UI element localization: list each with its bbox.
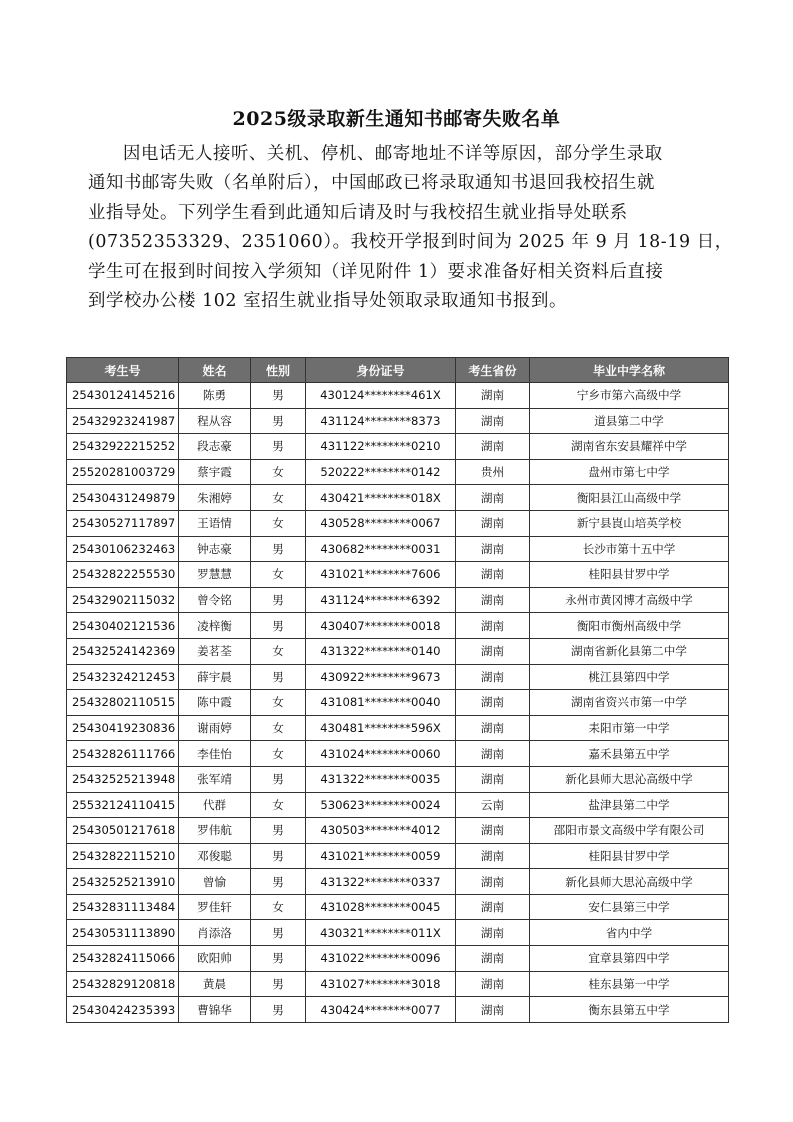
- id-number-cell: 430421********018X: [306, 485, 456, 511]
- notice-line: 到学校办公楼 102 室招生就业指导处领取录取通知书报到。: [88, 291, 568, 312]
- id-number-cell: 431021********0059: [306, 843, 456, 869]
- table-body: [67, 383, 729, 1023]
- province-cell: 湖南: [456, 818, 530, 844]
- name-cell: 罗慧慧: [179, 562, 251, 588]
- exam-number-cell: 25432923241987: [67, 408, 179, 434]
- gender-cell: 女: [251, 459, 306, 485]
- gender-cell: 男: [251, 971, 306, 997]
- table-row: [67, 843, 729, 869]
- id-number-cell: 431122********0210: [306, 434, 456, 460]
- name-cell: 谢雨婷: [179, 715, 251, 741]
- exam-number-cell: 25432829120818: [67, 971, 179, 997]
- name-cell: 陈勇: [179, 383, 251, 409]
- gender-cell: 男: [251, 818, 306, 844]
- school-cell: 衡东县第五中学: [530, 997, 729, 1023]
- exam-number-cell: 25520281003729: [67, 459, 179, 485]
- province-cell: 湖南: [456, 997, 530, 1023]
- exam-number-cell: 25430419230836: [67, 715, 179, 741]
- province-cell: 湖南: [456, 613, 530, 639]
- school-cell: 湖南省资兴市第一中学: [530, 690, 729, 716]
- id-number-cell: 430407********0018: [306, 613, 456, 639]
- school-cell: 湖南省东安县耀祥中学: [530, 434, 729, 460]
- id-number-cell: 431322********0035: [306, 766, 456, 792]
- table-row: [67, 792, 729, 818]
- school-cell: 邵阳市景文高级中学有限公司: [530, 818, 729, 844]
- student-roster-table: [66, 357, 729, 1023]
- name-cell: 薛宇晨: [179, 664, 251, 690]
- exam-number-cell: 25432831113484: [67, 894, 179, 920]
- province-cell: 湖南: [456, 408, 530, 434]
- gender-cell: 女: [251, 792, 306, 818]
- name-cell: 钟志豪: [179, 536, 251, 562]
- header-exam-number: 考生号: [67, 358, 179, 383]
- name-cell: 蔡宇霞: [179, 459, 251, 485]
- id-number-cell: 431124********8373: [306, 408, 456, 434]
- school-cell: 省内中学: [530, 920, 729, 946]
- table-row: [67, 664, 729, 690]
- id-number-cell: 430124********461X: [306, 383, 456, 409]
- gender-cell: 男: [251, 843, 306, 869]
- notice-line: (07352353329、2351060）。我校开学报到时间为 2025 年 9 月 18-19 日，: [88, 232, 733, 253]
- gender-cell: 女: [251, 485, 306, 511]
- name-cell: 曾愉: [179, 869, 251, 895]
- province-cell: 湖南: [456, 638, 530, 664]
- id-number-cell: 431322********0337: [306, 869, 456, 895]
- exam-number-cell: 25532124110415: [67, 792, 179, 818]
- province-cell: 湖南: [456, 536, 530, 562]
- province-cell: 湖南: [456, 894, 530, 920]
- exam-number-cell: 25430424235393: [67, 997, 179, 1023]
- id-number-cell: 431021********7606: [306, 562, 456, 588]
- name-cell: 罗伟航: [179, 818, 251, 844]
- gender-cell: 女: [251, 894, 306, 920]
- table-row: [67, 383, 729, 409]
- name-cell: 代群: [179, 792, 251, 818]
- school-cell: 盐津县第二中学: [530, 792, 729, 818]
- school-cell: 宜章县第四中学: [530, 946, 729, 972]
- header-id-number: 身份证号: [306, 358, 456, 383]
- gender-cell: 男: [251, 613, 306, 639]
- exam-number-cell: 25432525213910: [67, 869, 179, 895]
- notice-line: 因电话无人接听、关机、停机、邮寄地址不详等原因，部分学生录取: [123, 144, 663, 164]
- table-row: [67, 818, 729, 844]
- gender-cell: 男: [251, 766, 306, 792]
- school-cell: 新化县师大思沁高级中学: [530, 766, 729, 792]
- gender-cell: 女: [251, 690, 306, 716]
- school-cell: 新宁县崀山培英学校: [530, 510, 729, 536]
- gender-cell: 男: [251, 408, 306, 434]
- id-number-cell: 430321********011X: [306, 920, 456, 946]
- gender-cell: 男: [251, 664, 306, 690]
- name-cell: 王语情: [179, 510, 251, 536]
- name-cell: 陈中霞: [179, 690, 251, 716]
- school-cell: 湖南省新化县第二中学: [530, 638, 729, 664]
- name-cell: 张军靖: [179, 766, 251, 792]
- gender-cell: 女: [251, 562, 306, 588]
- table-row: [67, 920, 729, 946]
- exam-number-cell: 25432922215252: [67, 434, 179, 460]
- table-row: [67, 536, 729, 562]
- table-row: [67, 510, 729, 536]
- exam-number-cell: 25432822115210: [67, 843, 179, 869]
- province-cell: 湖南: [456, 971, 530, 997]
- gender-cell: 男: [251, 587, 306, 613]
- school-cell: 嘉禾县第五中学: [530, 741, 729, 767]
- exam-number-cell: 25430527117897: [67, 510, 179, 536]
- notice-line: 通知书邮寄失败（名单附后），中国邮政已将录取通知书退回我校招生就: [88, 173, 656, 194]
- id-number-cell: 430481********596X: [306, 715, 456, 741]
- province-cell: 湖南: [456, 920, 530, 946]
- exam-number-cell: 25432525213948: [67, 766, 179, 792]
- id-number-cell: 431022********0096: [306, 946, 456, 972]
- gender-cell: 女: [251, 741, 306, 767]
- name-cell: 程从容: [179, 408, 251, 434]
- exam-number-cell: 25432524142369: [67, 638, 179, 664]
- province-cell: 湖南: [456, 485, 530, 511]
- id-number-cell: 430682********0031: [306, 536, 456, 562]
- table-row: [67, 434, 729, 460]
- exam-number-cell: 25432802110515: [67, 690, 179, 716]
- province-cell: 湖南: [456, 946, 530, 972]
- school-cell: 新化县师大思沁高级中学: [530, 869, 729, 895]
- name-cell: 曾令铭: [179, 587, 251, 613]
- province-cell: 湖南: [456, 383, 530, 409]
- id-number-cell: 430922********9673: [306, 664, 456, 690]
- notice-line: 学生可在报到时间按入学须知（详见附件 1）要求准备好相关资料后直接: [88, 261, 664, 282]
- name-cell: 肖添洛: [179, 920, 251, 946]
- table-row: [67, 869, 729, 895]
- name-cell: 朱湘婷: [179, 485, 251, 511]
- province-cell: 湖南: [456, 741, 530, 767]
- name-cell: 曹锦华: [179, 997, 251, 1023]
- header-name: 姓名: [179, 358, 251, 383]
- table-row: [67, 638, 729, 664]
- school-cell: 桂东县第一中学: [530, 971, 729, 997]
- table-row: [67, 459, 729, 485]
- name-cell: 黄晨: [179, 971, 251, 997]
- id-number-cell: 430528********0067: [306, 510, 456, 536]
- table-row: [67, 715, 729, 741]
- gender-cell: 男: [251, 946, 306, 972]
- school-cell: 桃江县第四中学: [530, 664, 729, 690]
- table-row: [67, 741, 729, 767]
- table-row: [67, 562, 729, 588]
- exam-number-cell: 25432902115032: [67, 587, 179, 613]
- exam-number-cell: 25430402121536: [67, 613, 179, 639]
- exam-number-cell: 25432826111766: [67, 741, 179, 767]
- gender-cell: 男: [251, 869, 306, 895]
- school-cell: 永州市黄冈博才高级中学: [530, 587, 729, 613]
- table-row: [67, 587, 729, 613]
- table-row: [67, 946, 729, 972]
- school-cell: 安仁县第三中学: [530, 894, 729, 920]
- exam-number-cell: 25432324212453: [67, 664, 179, 690]
- gender-cell: 男: [251, 920, 306, 946]
- id-number-cell: 431027********3018: [306, 971, 456, 997]
- gender-cell: 男: [251, 997, 306, 1023]
- table-row: [67, 997, 729, 1023]
- province-cell: 湖南: [456, 690, 530, 716]
- province-cell: 湖南: [456, 869, 530, 895]
- table-row: [67, 613, 729, 639]
- province-cell: 湖南: [456, 434, 530, 460]
- table-row: [67, 766, 729, 792]
- id-number-cell: 431028********0045: [306, 894, 456, 920]
- header-province: 考生省份: [456, 358, 530, 383]
- id-number-cell: 430424********0077: [306, 997, 456, 1023]
- gender-cell: 女: [251, 638, 306, 664]
- notice-paragraph: [88, 140, 733, 316]
- gender-cell: 男: [251, 536, 306, 562]
- school-cell: 道县第二中学: [530, 408, 729, 434]
- province-cell: 贵州: [456, 459, 530, 485]
- name-cell: 段志豪: [179, 434, 251, 460]
- id-number-cell: 520222********0142: [306, 459, 456, 485]
- document-title: 2025级录取新生通知书邮寄失败名单: [232, 108, 561, 130]
- gender-cell: 男: [251, 383, 306, 409]
- table-row: [67, 408, 729, 434]
- name-cell: 罗佳轩: [179, 894, 251, 920]
- province-cell: 云南: [456, 792, 530, 818]
- table-row: [67, 894, 729, 920]
- gender-cell: 男: [251, 434, 306, 460]
- table-header-row: [67, 358, 729, 383]
- id-number-cell: 431081********0040: [306, 690, 456, 716]
- id-number-cell: 431124********6392: [306, 587, 456, 613]
- name-cell: 姜茗荃: [179, 638, 251, 664]
- table-row: [67, 485, 729, 511]
- gender-cell: 女: [251, 715, 306, 741]
- gender-cell: 女: [251, 510, 306, 536]
- exam-number-cell: 25432822255530: [67, 562, 179, 588]
- school-cell: 耒阳市第一中学: [530, 715, 729, 741]
- province-cell: 湖南: [456, 843, 530, 869]
- header-gender: 性别: [251, 358, 306, 383]
- province-cell: 湖南: [456, 510, 530, 536]
- exam-number-cell: 25430501217618: [67, 818, 179, 844]
- table-row: [67, 690, 729, 716]
- school-cell: 衡阳市衡州高级中学: [530, 613, 729, 639]
- province-cell: 湖南: [456, 587, 530, 613]
- exam-number-cell: 25432824115066: [67, 946, 179, 972]
- school-cell: 宁乡市第六高级中学: [530, 383, 729, 409]
- province-cell: 湖南: [456, 562, 530, 588]
- name-cell: 李佳怡: [179, 741, 251, 767]
- notice-line: 业指导处。下列学生看到此通知后请及时与我校招生就业指导处联系: [88, 202, 628, 223]
- name-cell: 凌梓衡: [179, 613, 251, 639]
- exam-number-cell: 25430106232463: [67, 536, 179, 562]
- province-cell: 湖南: [456, 664, 530, 690]
- school-cell: 衡阳县江山高级中学: [530, 485, 729, 511]
- id-number-cell: 431322********0140: [306, 638, 456, 664]
- table-row: [67, 971, 729, 997]
- id-number-cell: 430503********4012: [306, 818, 456, 844]
- header-school: 毕业中学名称: [530, 358, 729, 383]
- school-cell: 盘州市第七中学: [530, 459, 729, 485]
- exam-number-cell: 25430124145216: [67, 383, 179, 409]
- id-number-cell: 431024********0060: [306, 741, 456, 767]
- exam-number-cell: 25430531113890: [67, 920, 179, 946]
- name-cell: 邓俊聪: [179, 843, 251, 869]
- province-cell: 湖南: [456, 715, 530, 741]
- school-cell: 桂阳县甘罗中学: [530, 843, 729, 869]
- school-cell: 长沙市第十五中学: [530, 536, 729, 562]
- province-cell: 湖南: [456, 766, 530, 792]
- id-number-cell: 530623********0024: [306, 792, 456, 818]
- exam-number-cell: 25430431249879: [67, 485, 179, 511]
- school-cell: 桂阳县甘罗中学: [530, 562, 729, 588]
- name-cell: 欧阳帅: [179, 946, 251, 972]
